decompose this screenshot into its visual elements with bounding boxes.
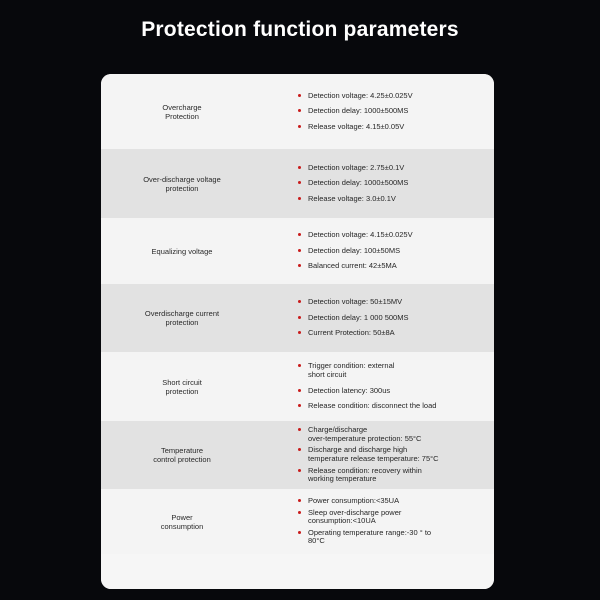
parameter-text: Discharge and discharge high — [308, 445, 408, 455]
parameter-item — [298, 509, 494, 526]
parameter-text: temperature release temperature: 75°C — [308, 454, 439, 463]
section-label-line: Protection — [165, 111, 199, 121]
parameter-text: Detection voltage: 4.25±0.025V — [308, 90, 413, 100]
section-label — [101, 378, 263, 396]
parameter-list — [263, 164, 494, 204]
bullet-icon — [298, 125, 301, 128]
parameter-text: Charge/discharge — [308, 425, 368, 435]
bullet-icon — [298, 499, 301, 502]
section-short-circuit-protection — [101, 352, 494, 421]
bullet-icon — [298, 109, 301, 112]
parameter-item — [298, 426, 494, 443]
parameter-item — [298, 446, 494, 463]
bullet-icon — [298, 511, 301, 514]
parameter-item — [298, 195, 494, 204]
section-temperature-control-protection — [101, 421, 494, 489]
parameter-item — [298, 123, 494, 132]
parameter-text: Release condition: recovery within — [308, 465, 422, 475]
section-over-discharge-voltage-protection — [101, 149, 494, 218]
parameter-text: Detection delay: 100±50MS — [308, 245, 401, 255]
parameter-item — [298, 314, 494, 323]
bullet-icon — [298, 300, 301, 303]
parameter-text: over-temperature protection: 55°C — [308, 433, 422, 443]
bullet-icon — [298, 197, 301, 200]
parameter-text: Release condition: disconnect the load — [308, 401, 437, 411]
section-label — [101, 309, 263, 327]
section-label — [101, 175, 263, 193]
parameter-item — [298, 387, 494, 396]
section-equalizing-voltage — [101, 218, 494, 284]
section-label-line: protection — [165, 183, 199, 193]
section-label — [101, 247, 263, 256]
parameter-item — [298, 362, 494, 379]
parameter-list — [263, 298, 494, 338]
parameter-text: Release voltage: 4.15±0.05V — [308, 121, 405, 131]
section-overdischarge-current-protection — [101, 284, 494, 352]
bullet-icon — [298, 469, 301, 472]
parameter-text: Detection voltage: 4.15±0.025V — [308, 230, 413, 240]
card-footer-strip — [101, 554, 494, 589]
parameter-text: Current Protection: 50±8A — [308, 328, 395, 338]
bullet-icon — [298, 364, 301, 367]
parameter-text: Detection latency: 300us — [308, 385, 391, 395]
bullet-icon — [298, 249, 301, 252]
section-label — [101, 446, 263, 464]
section-label-line: Over-discharge voltage — [143, 174, 221, 184]
section-label-line: Overcharge — [162, 102, 202, 112]
parameter-list — [263, 92, 494, 132]
section-label — [101, 103, 263, 121]
parameter-text: consumption:<10UA — [308, 516, 376, 526]
parameter-item — [298, 402, 494, 411]
section-label-line: control protection — [153, 455, 211, 464]
bullet-icon — [298, 448, 301, 451]
bullet-icon — [298, 331, 301, 334]
parameter-item — [298, 467, 494, 484]
parameter-text: Detection delay: 1000±500MS — [308, 106, 409, 116]
parameter-text: Release voltage: 3.0±0.1V — [308, 193, 396, 203]
section-label — [101, 513, 263, 531]
bullet-icon — [298, 404, 301, 407]
section-label-line: Equalizing voltage — [151, 246, 213, 256]
parameter-item — [298, 497, 494, 506]
bullet-icon — [298, 264, 301, 267]
parameter-text: 80°C — [308, 536, 325, 546]
bullet-icon — [298, 166, 301, 169]
parameter-list — [263, 497, 494, 546]
parameter-item — [298, 298, 494, 307]
section-label-line: Short circuit — [162, 377, 202, 387]
parameter-item — [298, 529, 494, 546]
section-label-line: Temperature — [160, 446, 204, 455]
section-label-line: protection — [165, 318, 199, 327]
parameter-text: short circuit — [308, 369, 347, 379]
parameter-item — [298, 179, 494, 188]
parameter-text: Detection delay: 1000±500MS — [308, 178, 409, 188]
parameter-item — [298, 247, 494, 256]
parameter-text: working temperature — [308, 474, 377, 484]
section-label-line: protection — [165, 386, 199, 396]
parameter-item — [298, 329, 494, 338]
page-title: Protection function parameters — [141, 18, 459, 41]
parameter-list — [263, 362, 494, 410]
parameter-item — [298, 262, 494, 271]
parameter-list — [263, 426, 494, 484]
bullet-icon — [298, 233, 301, 236]
parameter-item — [298, 92, 494, 101]
bullet-icon — [298, 428, 301, 431]
parameters-card — [101, 74, 494, 589]
bullet-icon — [298, 181, 301, 184]
section-label-line: Overdischarge current — [144, 309, 220, 318]
parameter-text: Power consumption:<35UA — [308, 496, 400, 506]
bullet-icon — [298, 389, 301, 392]
parameter-text: Detection voltage: 2.75±0.1V — [308, 162, 405, 172]
parameter-text: Operating temperature range:-30 ° to — [308, 527, 432, 537]
parameter-list — [263, 231, 494, 271]
bullet-icon — [298, 531, 301, 534]
section-label-line: Power — [171, 512, 193, 522]
bullet-icon — [298, 316, 301, 319]
bullet-icon — [298, 94, 301, 97]
parameter-text: Detection delay: 1 000 500MS — [308, 312, 409, 322]
parameter-text: Balanced current: 42±5MA — [308, 261, 397, 271]
parameter-item — [298, 231, 494, 240]
section-label-line: consumption — [160, 521, 204, 531]
parameter-text: Detection voltage: 50±15MV — [308, 297, 403, 307]
parameter-text: Trigger condition: external — [308, 361, 395, 371]
parameter-item — [298, 107, 494, 116]
parameter-text: Sleep over-discharge power — [308, 507, 402, 517]
parameter-item — [298, 164, 494, 173]
section-overcharge-protection — [101, 74, 494, 149]
section-power-consumption — [101, 489, 494, 554]
